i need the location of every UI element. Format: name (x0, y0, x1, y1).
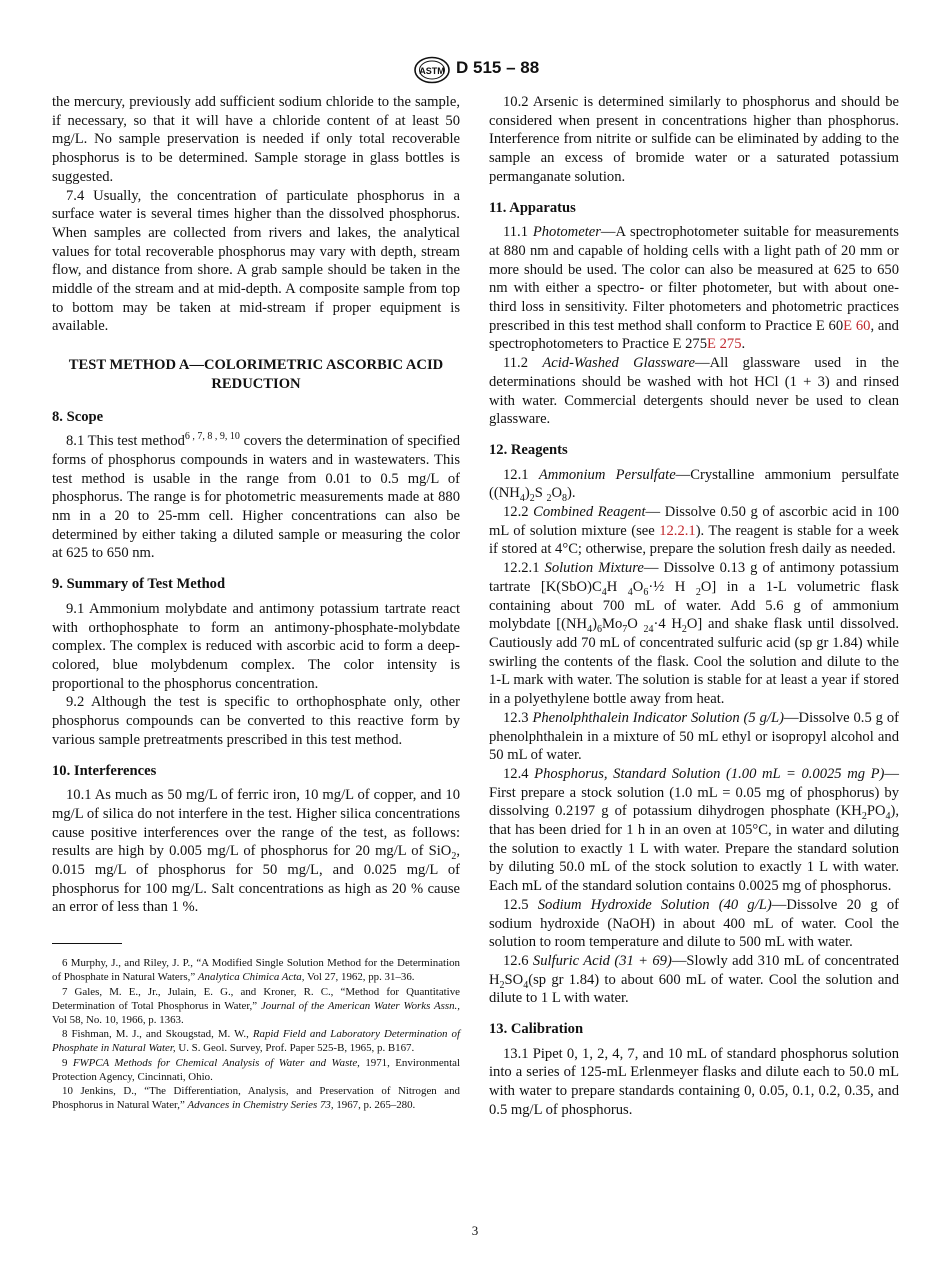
paragraph-12-4: 12.4 Phosphorus, Standard Solution (1.00 mL = 0.0025 mg P)—First prepare a stock solution (1.0 mL = 0.05 mg of phosphorus) by dissolving 0.2197 g of potassium dihydrogen phosphate $(KH_2PO_4)$, that has been dried for 1 h in an oven at 105°C, in water and diluting the solution to exactly 1 L with water. Prepare the standard solution by diluting 50.0 mL of the stock solution to exactly 1 L with water. Each mL of the standard solution contains 0.0025 mg of phosphorus. (489, 765, 900, 895)
method-a-title: TEST METHOD A—COLORIMETRIC ASCORBIC ACID REDUCTION (68, 357, 444, 392)
paragraph-12-2-1: 12.2.1 Solution Mixture— Dissolve 0.13 g of antimony potassium tartrate [$K(SbO)C_4H$ $_4O_6\cdot\frac{1}{2}$ H $_2$O] in a 1-L volumetric flask containing about 700 mL of water. Add 5.6 g of ammonium molybdate [$(NH_4)_6Mo_7O$ $_{24}$·4 $H_2O$] and shake flask until dissolved. Cautiously add 70 mL of concentrated sulfuric acid (sp gr 1.84) while swirling the contents of the flask. Cool the solution and dilute to the 1-L mark with water. The solution is stable for at least a year if stored in a polyethylene bottle away from heat. (489, 560, 900, 708)
page-number: 3 (471, 1223, 479, 1238)
document-id: D 515 – 88 (456, 58, 540, 77)
astm-logo-icon (413, 56, 451, 84)
footnote-10: 10 Jenkins, D., “The Differentiation, Analysis, and Preservation of Nitrogen and Phosphorus in Natural Water,” Advances in Chemistry Series 73, 1967, p. 265–280. (52, 1084, 460, 1112)
paragraph-8-1: 8.1 This test method$^{6 , 7, 8 , 9, 10}$ covers the determination of specified forms of phosphorus compounds in waters and in wastewaters. This test method is usable in the range from 0.01 to 0.5 mg/L of phosphorus. The range is for photometric measurements made at 880 nm in a 20 to 25-mm cell. Higher concentrations can also be determined by either taking a diluted sample or measuring the color at 625 to 650 nm. (52, 431, 460, 562)
section-12-heading: 12. Reagents (489, 441, 568, 458)
paragraph-11-1: 11.1 Photometer—A spectrophotometer suitable for measurements at 880 nm and capable of holding cells with a light path of 20 mm or more should be used. The color can also be measured at 625 to 650 nm with either a spectro- or filter photometer, but with about one-third loss in sensitivity. Filter photometers and photometric practices prescribed in this test method shall conform to Practice E 60E 60, and spectrophotometers to Practice E 275E 275. (489, 224, 899, 353)
footnote-divider (52, 943, 122, 944)
paragraph-9-1: 9.1 Ammonium molybdate and antimony potassium tartrate react with orthophosphate to form an antimony-phosphate-molybdate complex. The complex is reduced with ascorbic acid to form a deep-colored, blue molybdenum complex. The color intensity is proportional to the phosphorus concentration. (52, 600, 460, 692)
footnote-6: 6 Murphy, J., and Riley, J. P., “A Modified Single Solution Method for the Determination of Phosphate in Natural Waters,” Analytica Chimica Acta, Vol 27, 1962, pp. 31–36. (52, 957, 460, 984)
paragraph-13-1: 13.1 Pipet 0, 1, 2, 4, 7, and 10 mL of standard phosphorus solution into a series of 125-mL Erlenmeyer flasks and dilute each to 50.0 mL with water to prepare standards containing 0, 0.05, 0.1, 0.2, 0.35, and 0.5 mg/L of phosphorus. (489, 1045, 899, 1118)
footnote-9: 9 FWPCA Methods for Chemical Analysis of Water and Waste, 1971, Environmental Protection Agency, Cincinnati, Ohio. (52, 1056, 461, 1083)
logo-text: ASTM (419, 66, 445, 76)
page-header (0, 56, 950, 84)
footnote-8: 8 Fishman, M. J., and Skougstad, M. W., Rapid Field and Laboratory Determination of Phosphate in Natural Water, U. S. Geol. Survey, Prof. Paper 525-B, 1965, p. B167. (52, 1028, 460, 1055)
link-e275[interactable]: E 275 (707, 336, 742, 353)
footnote-refs: 6 , 7, 8 , 9, 10 (184, 431, 240, 443)
paragraph-12-6: 12.6 Sulfuric Acid (31 + 69)—Slowly add 310 mL of concentrated $H_2SO_4(sp$ gr 1.84) to about 600 mL of water. Cool the solution and dilute to 1 L with water. (489, 952, 899, 1007)
paragraph-12-1: 12.1 Ammonium Persulfate—Crystalline ammonium persulfate ($(NH_4)_2S$ $_2O_8$). (489, 466, 899, 505)
section-9-heading: 9. Summary of Test Method (52, 576, 226, 593)
paragraph-12-2: 12.2 Combined Reagent— Dissolve 0.50 g of ascorbic acid in 100 mL of solution mixture (see 12.2.1). The reagent is stable for a week if stored at 4°C; otherwise, prepare the solution fresh daily as needed. (489, 504, 899, 558)
section-8-heading: 8. Scope (52, 408, 104, 425)
right-column (489, 93, 899, 1120)
link-12-2-1[interactable]: 12.2.1 (659, 522, 696, 539)
section-10-heading: 10. Interferences (52, 762, 157, 779)
paragraph-10-1: 10.1 As much as 50 mg/L of ferric iron, 10 mg/L of copper, and 10 mg/L of silica do not interfere in the test. Higher silica concentrations cause positive interferences over the range of the test, as follows: results are high by 0.005 mg/L of phosphorus for 20 mg/L of SiO$_2$, 0.015 mg/L of phosphorus for 50 mg/L, and 0.025 mg/L of phosphorus for 100 mg/L. Salt concentrations as high as 20 % cause an error of less than 1 %. (52, 787, 460, 916)
footnote-7: 7 Gales, M. E., Jr., Julain, E. G., and Kroner, R. C., “Method for Quantitative Determination of Total Phosphorus in Water,” Journal of the American Water Works Assn., Vol 58, No. 10, 1966, p. 1363. (52, 985, 460, 1026)
paragraph-10-2: 10.2 Arsenic is determined similarly to phosphorus and should be considered when present in concentrations higher than phosphorus. Interference from nitrite or sulfide can be eliminated by adding to the sample an excess of bromide water or a saturated potassium permanganate solution. (489, 94, 899, 185)
section-11-heading: 11. Apparatus (489, 199, 576, 216)
paragraph-7-3-cont: the mercury, previously add sufficient sodium chloride to the sample, if necessary, so that it will have a chloride content of at least 50 mg/L. No sample preservation is needed if only total recoverable phosphorus is to be determined. Sample storage in glass bottles is suggested. (52, 94, 460, 185)
paragraph-11-2: 11.2 Acid-Washed Glassware—All glassware used in the determinations should be washed with hot HCl (1 + 3) and rinsed with water. Commercial detergents should never be used to clean glassware. (489, 355, 900, 428)
link-e60[interactable]: E 60 (843, 317, 871, 334)
paragraph-12-3: 12.3 Phenolphthalein Indicator Solution (5 g/L)—Dissolve 0.5 g of phenolphthalein in a mixture of 50 mL ethyl or isopropyl alcohol and 50 mL of water. (489, 709, 899, 764)
section-13-heading: 13. Calibration (489, 1021, 584, 1038)
left-column (52, 93, 460, 1112)
paragraph-9-2: 9.2 Although the test is specific to orthophosphate only, other phosphorus compounds can be converted to this reactive form by various sample pretreatments prescribed in this test method. (52, 694, 460, 748)
paragraph-12-5: 12.5 Sodium Hydroxide Solution (40 g/L)—Dissolve 20 g of sodium hydroxide (NaOH) in about 400 mL of water. Cool the solution to room temperature and dilute to 500 mL with water. (489, 896, 900, 951)
paragraph-7-4: 7.4 Usually, the concentration of particulate phosphorus in a surface water is several times higher than the dissolved phosphorus. When samples are collected from rivers and lakes, the analytical values for total recoverable phosphorus may vary with depth, stream flow, and distance from shore. A grab sample should be taken in the middle of the stream and at mid-depth. A composite sample from top to bottom may be taken at mid-stream if proper equipment is available. (52, 187, 460, 335)
